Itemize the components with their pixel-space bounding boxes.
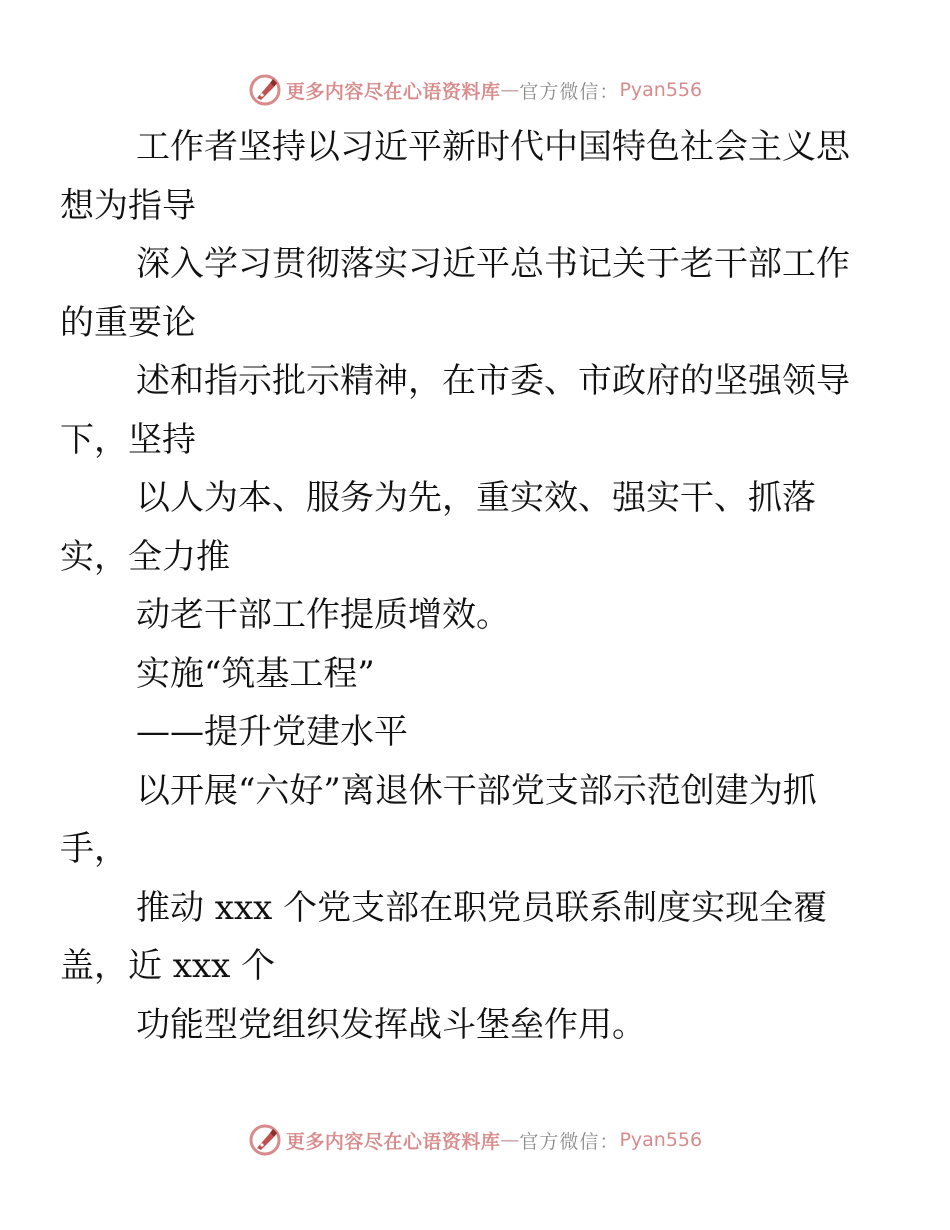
watermark-dash: — [500,1129,520,1151]
watermark-sub-text: 官方微信： [519,1130,620,1153]
paragraph-3-line1: 述和指示批示精神，在市委、市政府的坚强领导 [136,361,850,401]
paragraph-4 [60,469,858,586]
paragraph-2-line2: 的重要论 [60,302,196,343]
paragraph-8 [98,996,858,1055]
paragraph-1-line1: 工作者坚持以习近平新时代中国特色社会主义思 [136,127,850,167]
paragraph-5-line1: 动老干部工作提质增效。 [136,595,510,635]
footer-watermark [0,1120,950,1160]
paragraph-1-line2: 想为指导 [60,185,196,226]
paragraph-7 [60,879,858,996]
paragraph-2-line1: 深入学习贯彻落实习近平总书记关于老干部工作 [136,244,850,284]
watermark-wechat-id: Pyan556 [619,79,703,101]
paragraph-1 [60,118,858,235]
section-subheading [98,703,858,762]
paragraph-4-line2: 实，全力推 [60,536,230,577]
paragraph-5 [98,586,858,645]
paragraph-3 [60,352,858,469]
paragraph-2 [60,235,858,352]
paragraph-8-line1: 功能型党组织发挥战斗堡垒作用。 [136,1004,646,1045]
paragraph-3-line2: 下，坚持 [60,419,196,460]
section-subheading-text: ——提升党建水平 [136,712,408,752]
watermark-wechat-id: Pyan556 [619,1129,703,1151]
paragraph-4-line1: 以人为本、服务为先，重实效、强实干、抓落 [136,478,816,518]
pen-logo-icon [248,1123,282,1157]
section-heading [98,645,858,704]
watermark-dash: — [500,79,520,101]
watermark-main-text: 更多内容尽在心语资料库 [285,1130,501,1153]
pen-logo-icon [248,73,282,107]
section-heading-text: 实施“筑基工程” [136,653,375,694]
paragraph-6-line2: 手， [60,829,128,869]
watermark-sub-text: 官方微信： [519,80,620,103]
header-watermark [0,70,950,110]
watermark-main-text: 更多内容尽在心语资料库 [285,80,501,103]
paragraph-7-line1: 推动 xxx 个党支部在职党员联系制度实现全覆 [136,887,828,928]
document-body [60,118,858,1054]
paragraph-6-line1: 以开展“六好”离退休干部党支部示范创建为抓 [136,770,817,811]
paragraph-6 [60,762,858,879]
paragraph-7-line2: 盖，近 xxx 个 [60,946,276,986]
